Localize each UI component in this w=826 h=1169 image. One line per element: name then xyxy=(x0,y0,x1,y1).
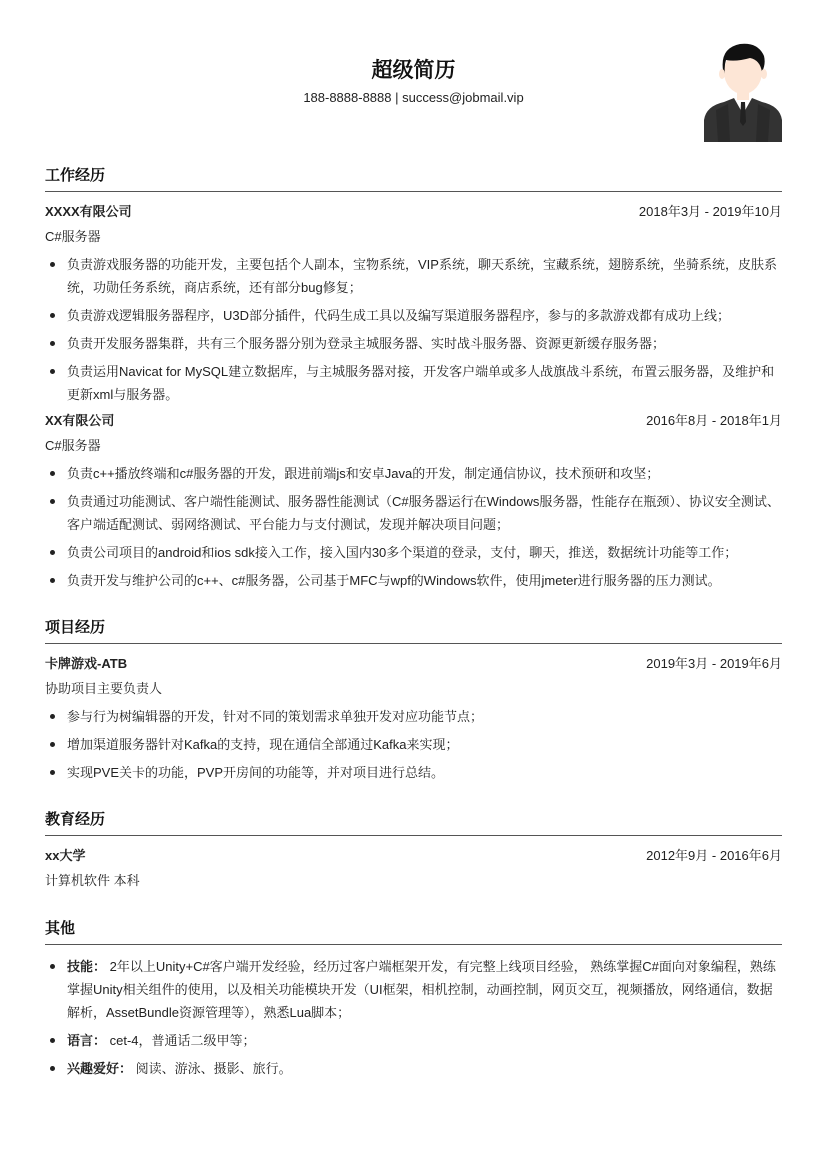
company-name: XX有限公司 xyxy=(45,413,115,428)
work-entry xyxy=(45,411,782,592)
list-item: 增加渠道服务器针对Kafka的支持，现在通信全部通过Kafka来实现； xyxy=(45,733,782,756)
person-avatar-icon xyxy=(704,40,782,142)
school-name: xx大学 xyxy=(45,848,86,863)
job-role: C#服务器 xyxy=(45,229,101,244)
list-item: 实现PVE关卡的功能，PVP开房间的功能等，并对项目进行总结。 xyxy=(45,761,782,784)
list-item: 负责游戏逻辑服务器程序，U3D部分插件，代码生成工具以及编写渠道服务器程序，参与的多款游戏都有成功上线； xyxy=(45,304,782,327)
project-role: 协助项目主要负责人 xyxy=(45,681,163,696)
list-item: 负责公司项目的android和ios sdk接入工作，接入国内30多个渠道的登录，支付，聊天，推送，数据统计功能等工作； xyxy=(45,541,782,564)
degree: 计算机软件 本科 xyxy=(45,873,140,888)
item-label: 兴趣爱好： xyxy=(67,1061,133,1076)
education-entry xyxy=(45,846,782,891)
list-item: 负责运用Navicat for MySQL建立数据库，与主城服务器对接，开发客户端单或多人战旗战斗系统，布置云服务器，及维护和更新xml与服务器。 xyxy=(45,360,782,406)
date-range: 2016年8月 - 2018年1月 xyxy=(646,413,782,428)
item-label: 技能： xyxy=(67,959,107,974)
section-title-projects: 项目经历 xyxy=(45,616,782,644)
job-role: C#服务器 xyxy=(45,438,101,453)
list-item xyxy=(45,955,782,1024)
project-entry xyxy=(45,654,782,784)
item-text: cet-4，普通话二级甲等； xyxy=(106,1033,256,1048)
list-item xyxy=(45,1057,782,1080)
item-text: 2年以上Unity+C#客户端开发经验，经历过客户端框架开发，有完整上线项目经验， 熟练掌握C#面向对象编程，熟练掌握Unity相关组件的使用，以及相关功能模块开发（UI框架，相机控制，动画控制，网页交互，视频播放，网络通信，数据解析，AssetBundle资源管理等），熟悉Lua脚本； xyxy=(67,959,776,1020)
section-title-education: 教育经历 xyxy=(45,808,782,836)
other-section xyxy=(45,917,782,1080)
date-range: 2019年3月 - 2019年6月 xyxy=(646,656,782,671)
company-name: XXXX有限公司 xyxy=(45,204,132,219)
list-item: 负责开发服务器集群，共有三个服务器分别为登录主城服务器、实时战斗服务器、资源更新缓存服务器； xyxy=(45,332,782,355)
item-text: 阅读、游泳、摄影、旅行。 xyxy=(132,1061,292,1076)
resume-name: 超级简历 xyxy=(371,59,456,82)
work-entry xyxy=(45,202,782,406)
bullet-list xyxy=(45,955,782,1080)
education-section xyxy=(45,808,782,891)
work-section xyxy=(45,164,782,592)
contact-info: 188-8888-8888 | success@jobmail.vip xyxy=(303,90,524,105)
date-range: 2012年9月 - 2016年6月 xyxy=(646,848,782,863)
date-range: 2018年3月 - 2019年10月 xyxy=(638,204,782,219)
list-item: 参与行为树编辑器的开发，针对不同的策划需求单独开发对应功能节点； xyxy=(45,705,782,728)
resume-header xyxy=(45,0,782,150)
projects-section xyxy=(45,616,782,784)
section-title-work: 工作经历 xyxy=(45,164,782,192)
bullet-list xyxy=(45,705,782,784)
section-title-other: 其他 xyxy=(45,917,782,945)
bullet-list xyxy=(45,253,782,406)
list-item: 负责开发与维护公司的c++、c#服务器，公司基于MFC与wpf的Windows软件，使用jmeter进行服务器的压力测试。 xyxy=(45,569,782,592)
list-item: 负责c++播放终端和c#服务器的开发，跟进前端js和安卓Java的开发，制定通信协议，技术预研和攻坚； xyxy=(45,462,782,485)
resume-page xyxy=(45,0,782,1085)
list-item: 负责游戏服务器的功能开发，主要包括个人副本，宝物系统，VIP系统，聊天系统，宝藏系统，翅膀系统，坐骑系统，皮肤系统，功勋任务系统，商店系统，还有部分bug修复； xyxy=(45,253,782,299)
project-name: 卡牌游戏-ATB xyxy=(45,656,128,671)
list-item: 负责通过功能测试、客户端性能测试、服务器性能测试（C#服务器运行在Windows服务器，性能存在瓶颈）、协议安全测试、客户端适配测试、弱网络测试、平台能力与支付测试，发现并解决项目问题； xyxy=(45,490,782,536)
item-label: 语言： xyxy=(67,1033,107,1048)
bullet-list xyxy=(45,462,782,592)
list-item xyxy=(45,1029,782,1052)
